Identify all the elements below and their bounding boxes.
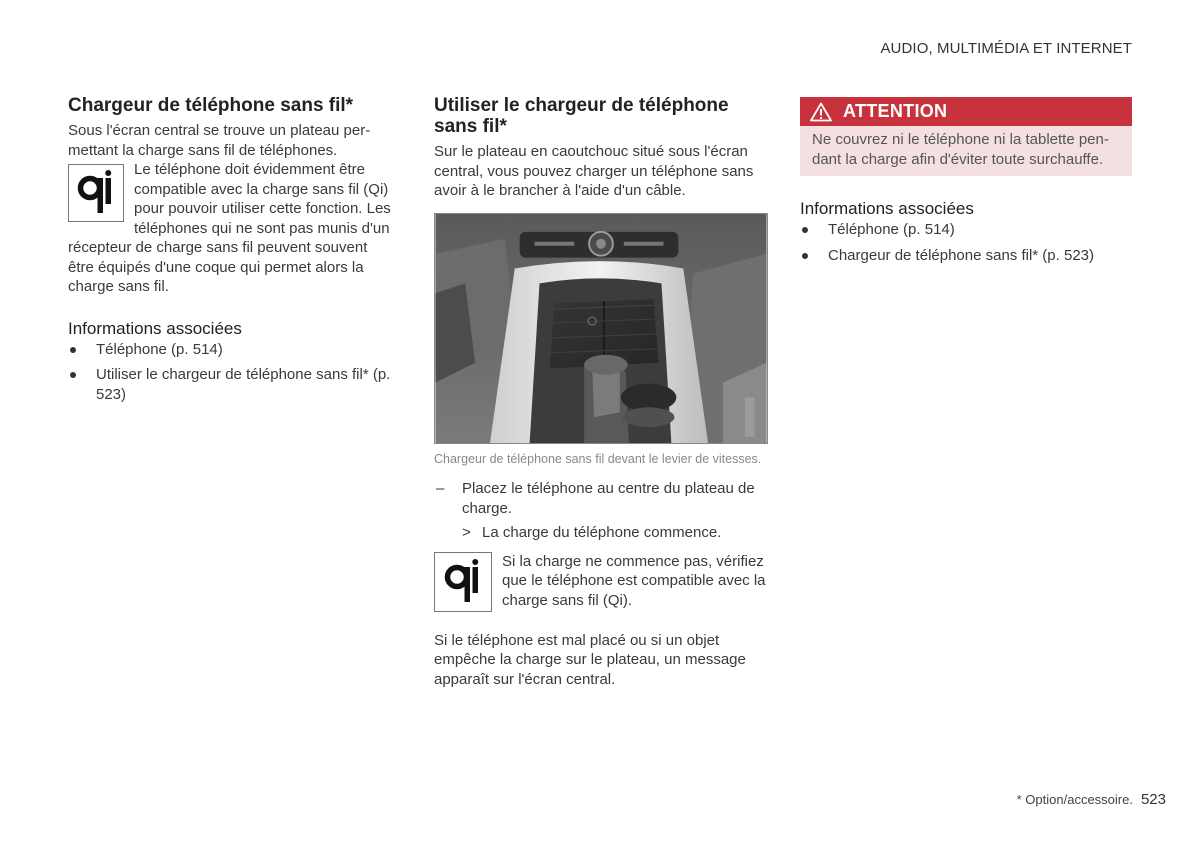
attention-header bbox=[800, 97, 1132, 126]
section-title: Chargeur de téléphone sans fil* bbox=[68, 95, 354, 116]
bullet bbox=[70, 372, 76, 378]
related-link-text: Chargeur de téléphone sans fil* (p. 523) bbox=[828, 246, 1095, 264]
related-link[interactable] bbox=[68, 340, 396, 360]
attention-body: Ne couvrez ni le téléphone ni la tablette pen-dant la charge afin d'éviter toute surchauffe. bbox=[800, 126, 1132, 176]
step-text: Placez le téléphone au centre du plateau de charge. bbox=[462, 480, 755, 517]
qi-text: Si la charge ne commence pas, vérifiez que le téléphone est compatible avec la charge sans fil (Qi). bbox=[502, 552, 766, 609]
result-text: La charge du téléphone commence. bbox=[482, 524, 722, 541]
related-list bbox=[68, 340, 396, 405]
step-marker: – bbox=[436, 480, 445, 497]
qi-text: Le téléphone doit évidemment être compatible avec la charge sans fil (Qi) pour pouvoir utiliser cette fonction. Les téléphones qui ne sont pas munis d'un récepteur de charge sans fil peuvent souvent être équipés d'une coque qui permet alors la charge sans fil. bbox=[68, 161, 391, 295]
section-header: AUDIO, MULTIMÉDIA ET INTERNET bbox=[880, 40, 1132, 57]
warning-triangle-icon bbox=[810, 102, 832, 122]
qi-note bbox=[68, 160, 396, 297]
instruction-step bbox=[434, 479, 766, 518]
step-result bbox=[434, 523, 766, 543]
section-title: Utiliser le chargeur de téléphone sans fil* bbox=[434, 95, 729, 137]
bullet bbox=[802, 227, 808, 233]
related-link-text: Utiliser le chargeur de téléphone sans fil* (p. 523) bbox=[96, 366, 391, 403]
related-link-text: Téléphone (p. 514) bbox=[828, 221, 955, 238]
bullet bbox=[802, 253, 808, 259]
intro-text: Sur le plateau en caoutchouc situé sous l'écran central, vous pouvez charger un téléphone sans avoir à le brancher à l'aide d'un câble. bbox=[434, 143, 754, 199]
column-wireless-charger bbox=[68, 95, 396, 410]
related-link-text: Téléphone (p. 514) bbox=[96, 340, 223, 358]
related-link[interactable] bbox=[800, 220, 1132, 240]
page-footer bbox=[1017, 791, 1166, 808]
page-number: 523 bbox=[1140, 791, 1166, 808]
footnote: * Option/accessoire. bbox=[1016, 792, 1133, 807]
attention-title: ATTENTION bbox=[843, 101, 948, 121]
image-caption: Chargeur de téléphone sans fil devant le levier de vitesses. bbox=[434, 451, 762, 466]
related-link[interactable] bbox=[68, 365, 396, 404]
qi-logo-icon bbox=[434, 552, 492, 612]
outro-text: Si le téléphone est mal placé ou si un objet empêche la charge sur le plateau, un message apparaît sur l'écran central. bbox=[434, 631, 746, 688]
bullet bbox=[70, 347, 76, 353]
qi-logo-icon bbox=[68, 164, 124, 222]
qi-note bbox=[434, 552, 766, 611]
related-link[interactable] bbox=[800, 246, 1132, 266]
related-title: Informations associées bbox=[800, 199, 974, 218]
related-list bbox=[800, 220, 1132, 265]
intro-text: Sous l'écran central se trouve un plateau per-mettant la charge sans fil de téléphones. bbox=[68, 122, 371, 159]
console-photo bbox=[434, 213, 768, 444]
column-using-charger bbox=[434, 95, 766, 689]
column-attention bbox=[800, 97, 1132, 271]
related-title: Informations associées bbox=[68, 318, 242, 338]
result-marker: > bbox=[462, 524, 471, 541]
